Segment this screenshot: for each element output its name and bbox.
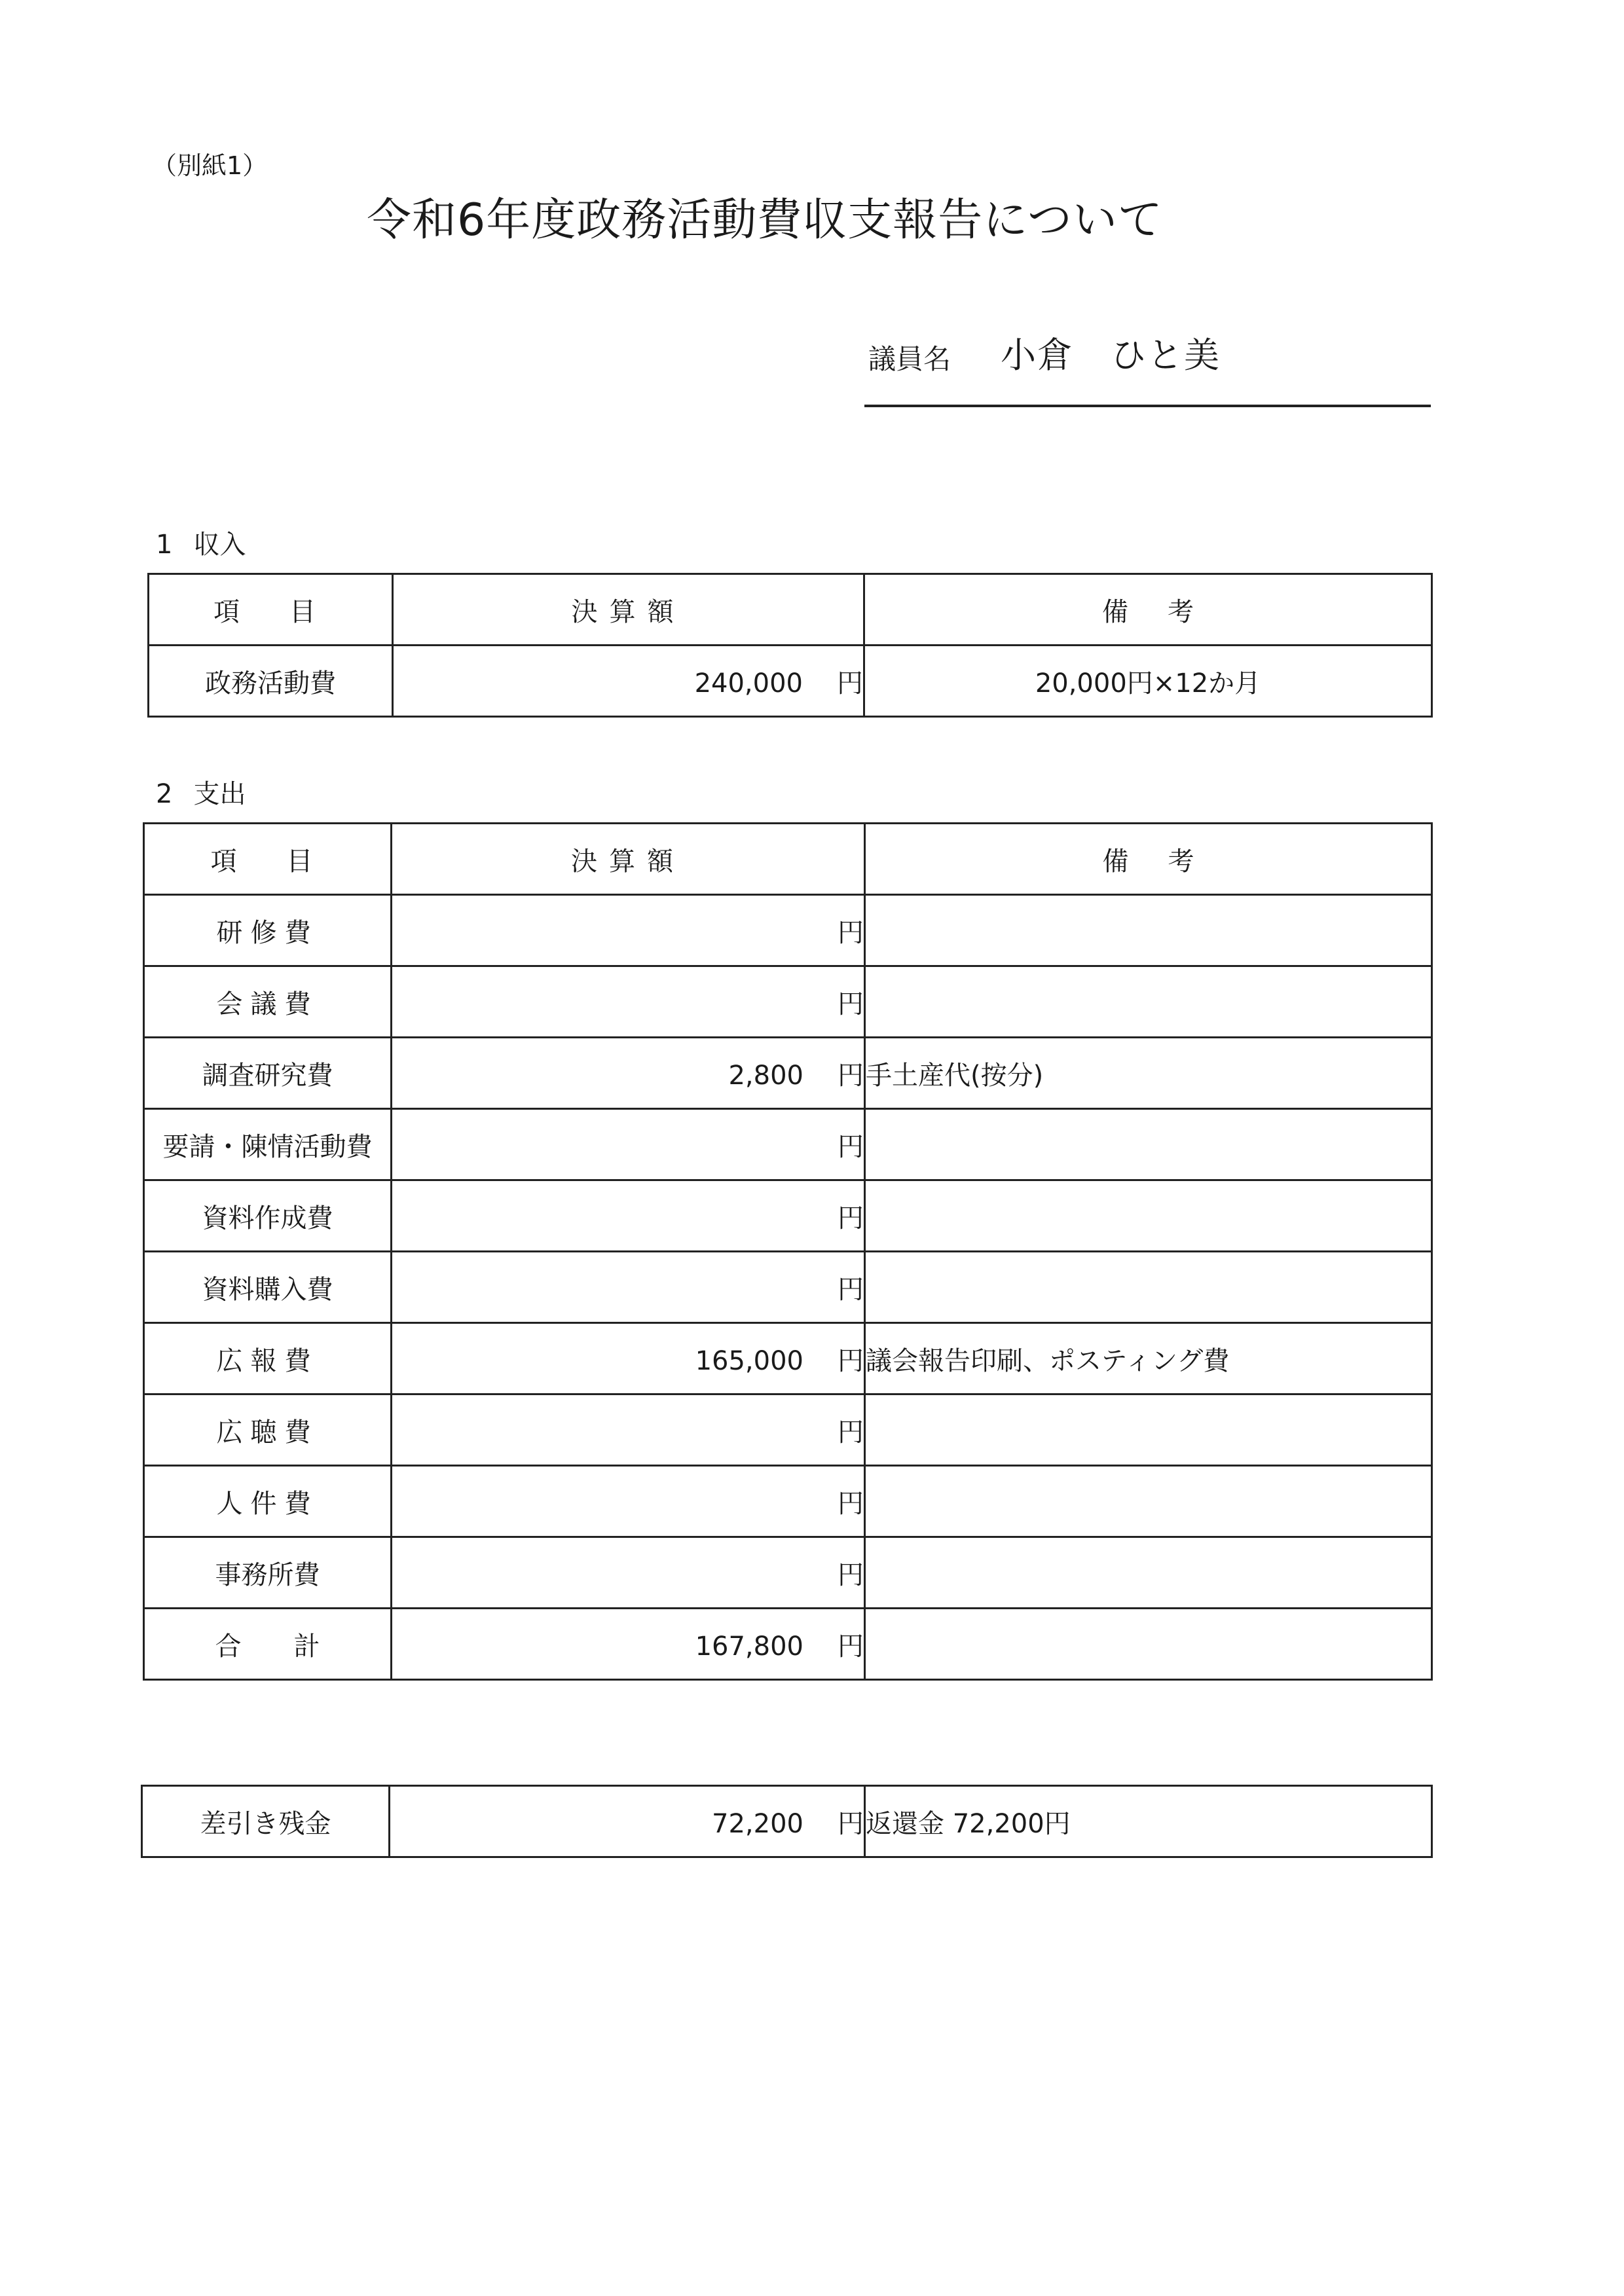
balance-label: 差引き残金 <box>142 1786 390 1857</box>
income-table <box>147 573 1433 718</box>
income-section-number: 1 <box>156 530 173 560</box>
yen-unit: 円 <box>837 668 863 699</box>
row-amount <box>392 1038 865 1109</box>
yen-unit: 円 <box>838 917 864 948</box>
row-amount <box>392 1394 865 1466</box>
yen-unit: 円 <box>838 1131 864 1162</box>
row-amount <box>392 1252 865 1323</box>
row-remarks <box>865 1466 1432 1537</box>
amount-value: 2,800 <box>728 1060 803 1091</box>
row-item: 会議費 <box>144 966 392 1038</box>
income-section-title <box>156 524 246 561</box>
yen-unit: 円 <box>838 1417 864 1448</box>
row-item: 資料購入費 <box>144 1252 392 1323</box>
member-label: 議員名 <box>868 343 951 375</box>
row-item: 研修費 <box>144 895 392 966</box>
row-remarks: 20,000円×12か月 <box>864 646 1432 717</box>
row-remarks <box>865 1180 1432 1252</box>
table-row <box>144 1394 1432 1466</box>
income-header-row <box>149 574 1432 646</box>
header-item: 項 目 <box>144 824 392 895</box>
row-amount <box>393 646 864 717</box>
amount-value: 167,800 <box>695 1631 803 1662</box>
row-remarks <box>865 1109 1432 1180</box>
row-item: 要請・陳情活動費 <box>144 1109 392 1180</box>
row-remarks <box>865 1609 1432 1680</box>
table-row <box>144 1180 1432 1252</box>
total-row <box>144 1609 1432 1680</box>
row-remarks <box>865 1252 1432 1323</box>
member-signature-line <box>864 327 1431 407</box>
expense-section-label: 支出 <box>193 779 246 809</box>
expense-section-title <box>156 773 246 811</box>
yen-unit: 円 <box>838 1488 864 1519</box>
header-item: 項 目 <box>149 574 393 646</box>
row-item: 人件費 <box>144 1466 392 1537</box>
member-name: 小倉 ひと美 <box>1001 335 1221 376</box>
row-remarks <box>865 1394 1432 1466</box>
expense-table <box>143 822 1433 1681</box>
table-row <box>144 1466 1432 1537</box>
amount-value: 165,000 <box>695 1345 803 1376</box>
table-row <box>149 646 1432 717</box>
yen-unit: 円 <box>838 1345 864 1376</box>
expense-section-number: 2 <box>156 779 173 809</box>
income-section-label: 収入 <box>193 530 246 560</box>
header-amount: 決算額 <box>393 574 864 646</box>
table-row <box>144 1252 1432 1323</box>
yen-unit: 円 <box>838 1203 864 1233</box>
row-amount <box>392 1323 865 1394</box>
row-item: 広聴費 <box>144 1394 392 1466</box>
row-remarks <box>865 966 1432 1038</box>
balance-row <box>142 1786 1432 1857</box>
row-item: 調査研究費 <box>144 1038 392 1109</box>
yen-unit: 円 <box>838 1274 864 1305</box>
yen-unit: 円 <box>838 1060 864 1091</box>
row-amount <box>392 1466 865 1537</box>
balance-remarks: 返還金 72,200円 <box>865 1786 1432 1857</box>
total-amount <box>392 1609 865 1680</box>
row-amount <box>392 895 865 966</box>
header-remarks: 備考 <box>865 824 1432 895</box>
table-row <box>144 895 1432 966</box>
row-item: 広報費 <box>144 1323 392 1394</box>
yen-unit: 円 <box>838 1559 864 1590</box>
header-remarks: 備考 <box>864 574 1432 646</box>
table-row <box>144 1038 1432 1109</box>
row-remarks <box>865 1537 1432 1609</box>
attachment-label: （別紙1） <box>152 151 268 180</box>
row-amount <box>392 966 865 1038</box>
expense-header-row <box>144 824 1432 895</box>
row-remarks: 議会報告印刷、ポスティング費 <box>865 1323 1432 1394</box>
row-remarks <box>865 895 1432 966</box>
row-amount <box>392 1109 865 1180</box>
table-row <box>144 1323 1432 1394</box>
header-amount: 決算額 <box>392 824 865 895</box>
page-title: 令和6年度政務活動費収支報告について <box>367 194 1163 246</box>
row-amount <box>392 1180 865 1252</box>
yen-unit: 円 <box>838 989 864 1019</box>
balance-table <box>141 1785 1433 1858</box>
row-item: 政務活動費 <box>149 646 393 717</box>
yen-unit: 円 <box>838 1631 864 1662</box>
table-row <box>144 966 1432 1038</box>
row-item: 事務所費 <box>144 1537 392 1609</box>
yen-unit: 円 <box>838 1808 864 1839</box>
balance-amount <box>390 1786 865 1857</box>
row-remarks: 手土産代(按分) <box>865 1038 1432 1109</box>
row-item: 資料作成費 <box>144 1180 392 1252</box>
table-row <box>144 1109 1432 1180</box>
amount-value: 240,000 <box>694 668 803 699</box>
amount-value: 72,200 <box>712 1808 803 1839</box>
total-label: 合 計 <box>144 1609 392 1680</box>
table-row <box>144 1537 1432 1609</box>
row-amount <box>392 1537 865 1609</box>
